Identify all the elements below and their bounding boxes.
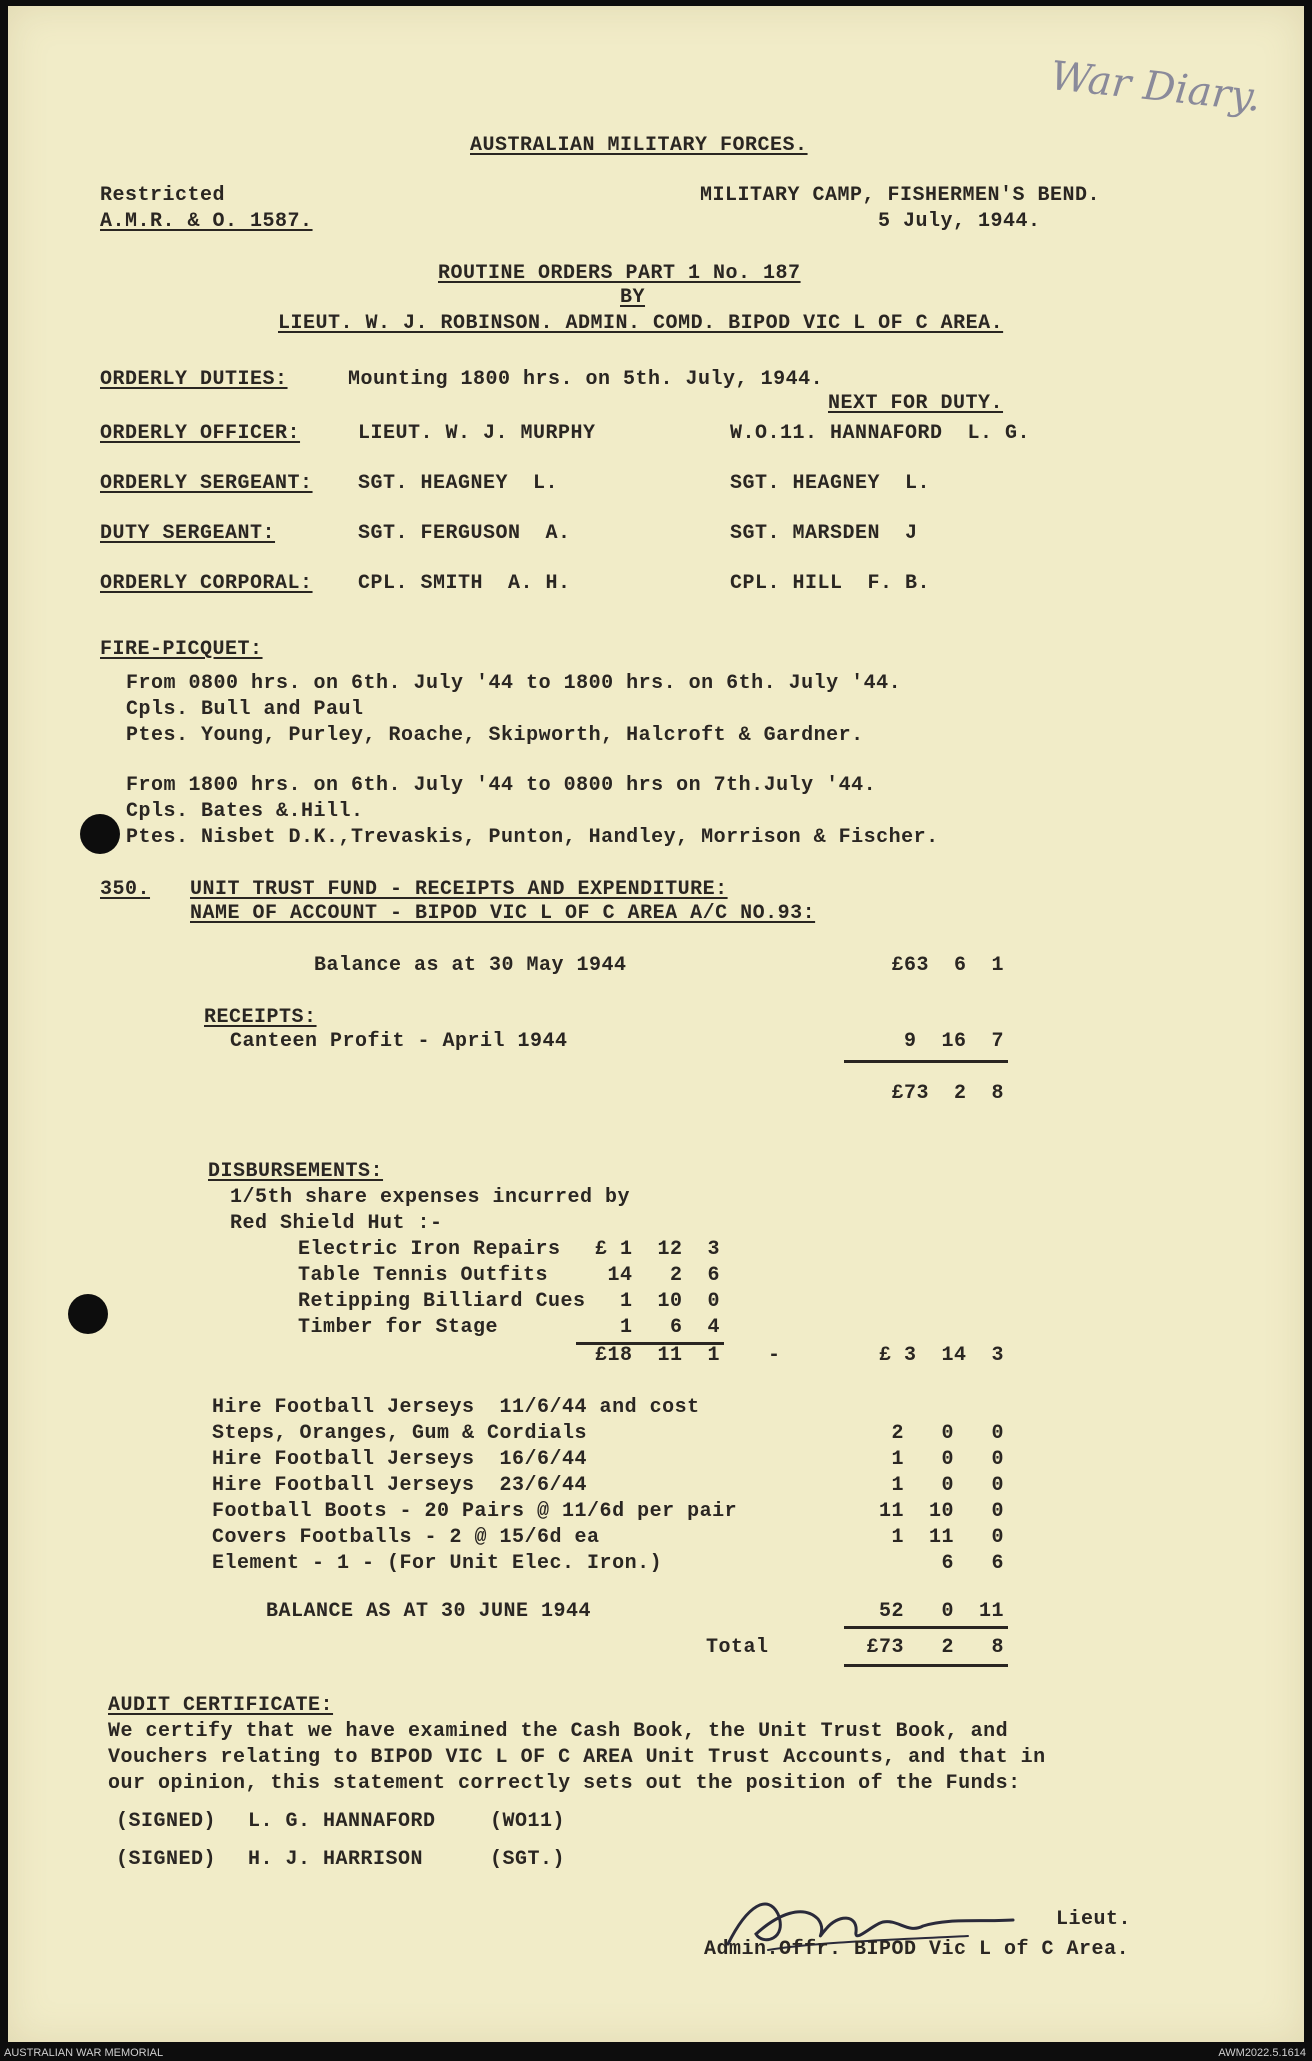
- red-shield-item-amount: 14 2 6: [607, 1264, 720, 1287]
- next-for-duty-heading: NEXT FOR DUTY.: [828, 392, 1004, 415]
- total-rule-top: [844, 1626, 1008, 1629]
- red-shield-item-label: Electric Iron Repairs: [298, 1238, 561, 1261]
- expense-label: Hire Football Jerseys 23/6/44: [212, 1474, 588, 1497]
- handwritten-annotation: War Diary.: [1048, 53, 1263, 121]
- red-shield-item-label: Table Tennis Outfits: [298, 1264, 549, 1287]
- red-shield-item-amount: £ 1 12 3: [594, 1238, 720, 1261]
- orders-by: BY: [620, 286, 646, 309]
- subtotal-amount: £73 2 8: [891, 1082, 1004, 1105]
- expense-amount: 1 0 0: [891, 1474, 1004, 1497]
- picquet-line: Ptes. Nisbet D.K.,Trevaskis, Punton, Handley, Morrison & Fischer.: [126, 826, 939, 849]
- balance-june-label: BALANCE AS AT 30 JUNE 1944: [266, 1600, 592, 1623]
- footer-archive-id: AWM2022.5.1614: [1218, 2047, 1306, 2059]
- duty-current: SGT. FERGUSON A.: [358, 522, 571, 545]
- red-shield-item-label: Retipping Billiard Cues: [298, 1290, 586, 1313]
- fire-picquet-label: FIRE-PICQUET:: [100, 638, 263, 661]
- picquet-line: From 1800 hrs. on 6th. July '44 to 0800 hrs on 7th.July '44.: [126, 774, 877, 797]
- signatory-title: Admin.Offr. BIPOD Vic L of C Area.: [704, 1938, 1130, 1961]
- expense-amount: 6 6: [941, 1552, 1004, 1575]
- duty-current: LIEUT. W. J. MURPHY: [358, 422, 596, 445]
- expense-label: Football Boots - 20 Pairs @ 11/6d per pair: [212, 1500, 738, 1523]
- expense-label: Hire Football Jerseys 16/6/44: [212, 1448, 588, 1471]
- audit-certificate-label: AUDIT CERTIFICATE:: [108, 1694, 334, 1717]
- expense-amount: 11 10 0: [878, 1500, 1004, 1523]
- disbursements-label: DISBURSEMENTS:: [208, 1160, 384, 1183]
- canteen-amount: 9 16 7: [903, 1030, 1004, 1053]
- duty-current: SGT. HEAGNEY L.: [358, 472, 559, 495]
- orderly-duties-text: Mounting 1800 hrs. on 5th. July, 1944.: [348, 368, 824, 391]
- orders-title: ROUTINE ORDERS PART 1 No. 187: [438, 262, 801, 285]
- audit-line: We certify that we have examined the Cash Book, the Unit Trust Book, and: [108, 1720, 1009, 1743]
- expense-label: Element - 1 - (For Unit Elec. Iron.): [212, 1552, 663, 1575]
- duty-next: SGT. MARSDEN J: [730, 522, 918, 545]
- audit-line: our opinion, this statement correctly sets out the position of the Funds:: [108, 1772, 1021, 1795]
- expense-label: Steps, Oranges, Gum & Cordials: [212, 1422, 588, 1445]
- total-label: Total: [706, 1636, 769, 1659]
- footer-archive-name: AUSTRALIAN WAR MEMORIAL: [4, 2047, 164, 2059]
- section-number: 350.: [100, 878, 151, 901]
- camp-location: MILITARY CAMP, FISHERMEN'S BEND.: [700, 184, 1101, 207]
- canteen-label: Canteen Profit - April 1944: [230, 1030, 568, 1053]
- signed-name: L. G. HANNAFORD: [248, 1810, 436, 1833]
- picquet-line: Cpls. Bates &.Hill.: [126, 800, 364, 823]
- expense-label: Hire Football Jerseys 11/6/44 and cost: [212, 1396, 700, 1419]
- picquet-line: Ptes. Young, Purley, Roache, Skipworth, Halcroft & Gardner.: [126, 724, 864, 747]
- balance-amount: £63 6 1: [891, 954, 1004, 977]
- duty-next: W.O.11. HANNAFORD L. G.: [730, 422, 1031, 445]
- red-shield-share: £ 3 14 3: [878, 1344, 1004, 1367]
- duty-label: ORDERLY CORPORAL:: [100, 572, 313, 595]
- punch-hole: [68, 1294, 108, 1334]
- duty-label: DUTY SERGEANT:: [100, 522, 276, 545]
- duty-next: SGT. HEAGNEY L.: [730, 472, 931, 495]
- punch-hole: [80, 814, 120, 854]
- subtotal-rule: [844, 1060, 1008, 1063]
- document-page: [8, 6, 1304, 2042]
- total-amount: £73 2 8: [866, 1636, 1004, 1659]
- expense-amount: 2 0 0: [891, 1422, 1004, 1445]
- red-shield-item-label: Timber for Stage: [298, 1316, 499, 1339]
- disbursements-line: Red Shield Hut :-: [230, 1212, 443, 1235]
- restricted-label: Restricted: [100, 184, 226, 207]
- picquet-line: From 0800 hrs. on 6th. July '44 to 1800 hrs. on 6th. July '44.: [126, 672, 902, 695]
- expense-label: Covers Footballs - 2 @ 15/6d ea: [212, 1526, 600, 1549]
- disbursements-line: 1/5th share expenses incurred by: [230, 1186, 631, 1209]
- expense-amount: 1 0 0: [891, 1448, 1004, 1471]
- red-shield-dash: -: [768, 1344, 781, 1367]
- red-shield-item-amount: 1 10 0: [619, 1290, 720, 1313]
- section-subtitle: NAME OF ACCOUNT - BIPOD VIC L OF C AREA A/C NO.93:: [190, 902, 816, 925]
- red-shield-item-amount: 1 6 4: [619, 1316, 720, 1339]
- order-date: 5 July, 1944.: [878, 210, 1041, 233]
- signed-prefix: (SIGNED): [116, 1848, 217, 1871]
- orderly-duties-label: ORDERLY DUTIES:: [100, 368, 288, 391]
- duty-label: ORDERLY SERGEANT:: [100, 472, 313, 495]
- signed-rank: (SGT.): [490, 1848, 566, 1871]
- audit-line: Vouchers relating to BIPOD VIC L OF C AREA Unit Trust Accounts, and that in: [108, 1746, 1046, 1769]
- picquet-line: Cpls. Bull and Paul: [126, 698, 364, 721]
- signatory-rank: Lieut.: [1056, 1908, 1132, 1931]
- signed-rank: (WO11): [490, 1810, 566, 1833]
- total-rule-bottom: [844, 1664, 1008, 1667]
- duty-current: CPL. SMITH A. H.: [358, 572, 571, 595]
- balance-june-amount: 52 0 11: [878, 1600, 1004, 1623]
- orders-issuer: LIEUT. W. J. ROBINSON. ADMIN. COMD. BIPOD VIC L OF C AREA.: [278, 312, 1004, 335]
- signed-name: H. J. HARRISON: [248, 1848, 424, 1871]
- red-shield-total: £18 11 1: [594, 1344, 720, 1367]
- signed-prefix: (SIGNED): [116, 1810, 217, 1833]
- balance-label: Balance as at 30 May 1944: [314, 954, 627, 977]
- receipts-label: RECEIPTS:: [204, 1006, 317, 1029]
- document-heading: AUSTRALIAN MILITARY FORCES.: [470, 134, 808, 157]
- section-title: UNIT TRUST FUND - RECEIPTS AND EXPENDITURE:: [190, 878, 728, 901]
- duty-next: CPL. HILL F. B.: [730, 572, 931, 595]
- amr-reference: A.M.R. & O. 1587.: [100, 210, 313, 233]
- expense-amount: 1 11 0: [891, 1526, 1004, 1549]
- duty-label: ORDERLY OFFICER:: [100, 422, 301, 445]
